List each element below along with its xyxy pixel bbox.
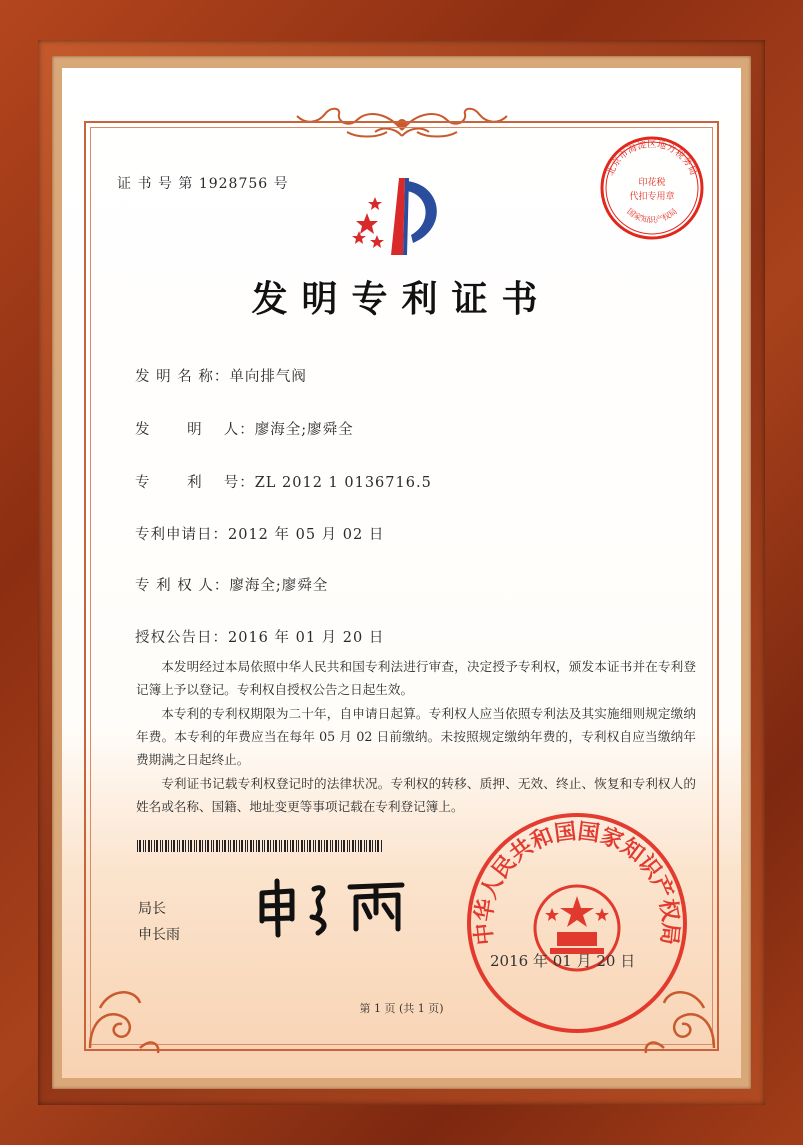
field-patent-number: 专 利 号：ZL 2012 1 0136716.5 <box>135 475 432 491</box>
svg-text:代扣专用章: 代扣专用章 <box>629 192 675 202</box>
field-application-date: 专利申请日：2012 年 05 月 02 日 <box>135 527 385 543</box>
certificate-title: 发明专利证书 <box>251 278 552 320</box>
field-patentee: 专 利 权 人：廖海全;廖舜全 <box>135 578 329 594</box>
field-invention-name: 发 明 名 称：单向排气阀 <box>135 369 307 385</box>
certificate-number: 证 书 号 第 1928756 号 <box>117 176 289 192</box>
paragraph-legal-status: 专利证书记载专利权登记时的法律状况。专利权的转移、质押、无效、终止、恢复和专利权人的姓名或名称、国籍、地址变更等事项记载在专利登记簿上。 <box>136 776 696 814</box>
svg-text:印花税: 印花税 <box>638 178 666 188</box>
seal-date: 2016 年 01 月 20 日 <box>490 952 636 970</box>
barcode <box>137 840 385 852</box>
director-signature <box>252 873 422 943</box>
field-inventor: 发 明 人：廖海全;廖舜全 <box>135 422 354 438</box>
svg-text:北京市海淀区地方税务局: 北京市海淀区地方税务局 <box>606 140 698 178</box>
paragraph-term: 本专利的专利权期限为二十年，自申请日起算。专利权人应当依照专利法及其实施细则规定缴纳年费。本专利的年费应当在每年 05 月 02 日前缴纳。未按照规定缴纳年费的，专利权自应当缴纳年费期满之日起终止。 <box>136 706 696 767</box>
certificate-paper <box>62 68 741 1078</box>
svg-text:中华人民共和国国家知识产权局: 中华人民共和国国家知识产权局 <box>470 818 684 947</box>
director-title: 局长 <box>138 901 166 917</box>
svg-text:国家知识产权局: 国家知识产权局 <box>625 206 679 225</box>
page-indicator: 第 1 页 (共 1 页) <box>359 1002 444 1015</box>
tax-stamp-seal <box>597 133 707 243</box>
paragraph-grant: 本发明经过本局依照中华人民共和国专利法进行审查，决定授予专利权，颁发本证书并在专利登记簿上予以登记。专利权自授权公告之日起生效。 <box>136 659 696 697</box>
cnipa-logo-icon <box>347 173 457 263</box>
field-grant-date: 授权公告日：2016 年 01 月 20 日 <box>135 630 385 646</box>
director-name: 申长雨 <box>138 927 180 943</box>
